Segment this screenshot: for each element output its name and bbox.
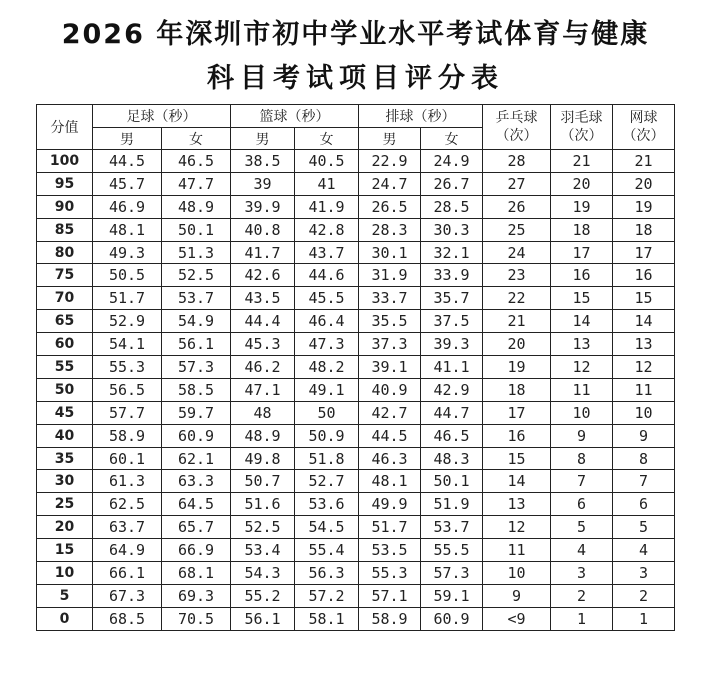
header-football-female: 女 bbox=[162, 128, 231, 150]
cell-basketball-male: 39.9 bbox=[231, 195, 295, 218]
cell-football-male: 61.3 bbox=[93, 470, 162, 493]
cell-football-female: 60.9 bbox=[162, 424, 231, 447]
cell-volleyball-male: 30.1 bbox=[359, 241, 421, 264]
cell-volleyball-male: 58.9 bbox=[359, 607, 421, 630]
cell-volleyball-female: 30.3 bbox=[421, 218, 483, 241]
cell-football-female: 52.5 bbox=[162, 264, 231, 287]
document-title-line2: 科目考试项目评分表 bbox=[207, 63, 504, 94]
table-row bbox=[37, 401, 675, 424]
cell-football-female: 64.5 bbox=[162, 493, 231, 516]
cell-football-female: 57.3 bbox=[162, 356, 231, 379]
cell-basketball-male: 46.2 bbox=[231, 356, 295, 379]
cell-basketball-male: 42.6 bbox=[231, 264, 295, 287]
cell-football-male: 46.9 bbox=[93, 195, 162, 218]
cell-score: 80 bbox=[37, 241, 93, 264]
cell-score: 45 bbox=[37, 401, 93, 424]
cell-tennis: 14 bbox=[613, 310, 675, 333]
cell-football-female: 48.9 bbox=[162, 195, 231, 218]
cell-tennis: 12 bbox=[613, 356, 675, 379]
cell-volleyball-male: 33.7 bbox=[359, 287, 421, 310]
cell-basketball-male: 47.1 bbox=[231, 378, 295, 401]
cell-basketball-female: 55.4 bbox=[295, 539, 359, 562]
cell-volleyball-female: 50.1 bbox=[421, 470, 483, 493]
cell-score: 30 bbox=[37, 470, 93, 493]
cell-football-female: 70.5 bbox=[162, 607, 231, 630]
cell-pingpong: 12 bbox=[483, 516, 551, 539]
cell-volleyball-female: 42.9 bbox=[421, 378, 483, 401]
cell-badminton: 14 bbox=[551, 310, 613, 333]
header-pingpong-line1: 乒乓球 bbox=[495, 110, 538, 126]
cell-volleyball-male: 24.7 bbox=[359, 172, 421, 195]
table-row bbox=[37, 493, 675, 516]
cell-basketball-female: 47.3 bbox=[295, 333, 359, 356]
cell-tennis: 17 bbox=[613, 241, 675, 264]
cell-volleyball-female: 48.3 bbox=[421, 447, 483, 470]
cell-pingpong: 28 bbox=[483, 150, 551, 173]
cell-tennis: 10 bbox=[613, 401, 675, 424]
cell-basketball-female: 50 bbox=[295, 401, 359, 424]
cell-basketball-male: 40.8 bbox=[231, 218, 295, 241]
cell-badminton: 6 bbox=[551, 493, 613, 516]
cell-basketball-male: 45.3 bbox=[231, 333, 295, 356]
cell-football-male: 64.9 bbox=[93, 539, 162, 562]
table-row bbox=[37, 150, 675, 173]
cell-football-female: 69.3 bbox=[162, 584, 231, 607]
cell-basketball-female: 40.5 bbox=[295, 150, 359, 173]
cell-score: 35 bbox=[37, 447, 93, 470]
cell-football-male: 62.5 bbox=[93, 493, 162, 516]
cell-basketball-male: 53.4 bbox=[231, 539, 295, 562]
cell-volleyball-female: 39.3 bbox=[421, 333, 483, 356]
cell-volleyball-male: 39.1 bbox=[359, 356, 421, 379]
table-row bbox=[37, 310, 675, 333]
cell-basketball-female: 41 bbox=[295, 172, 359, 195]
cell-score: 5 bbox=[37, 584, 93, 607]
table-row bbox=[37, 584, 675, 607]
cell-football-female: 63.3 bbox=[162, 470, 231, 493]
cell-football-male: 57.7 bbox=[93, 401, 162, 424]
cell-score: 70 bbox=[37, 287, 93, 310]
cell-tennis: 5 bbox=[613, 516, 675, 539]
cell-score: 0 bbox=[37, 607, 93, 630]
cell-pingpong: 18 bbox=[483, 378, 551, 401]
header-tennis bbox=[613, 105, 675, 150]
table-row bbox=[37, 172, 675, 195]
cell-basketball-male: 41.7 bbox=[231, 241, 295, 264]
cell-volleyball-male: 40.9 bbox=[359, 378, 421, 401]
cell-football-male: 50.5 bbox=[93, 264, 162, 287]
header-football: 足球（秒） bbox=[93, 105, 231, 128]
cell-score: 100 bbox=[37, 150, 93, 173]
cell-badminton: 18 bbox=[551, 218, 613, 241]
table-row bbox=[37, 195, 675, 218]
header-basketball-male: 男 bbox=[231, 128, 295, 150]
cell-basketball-male: 43.5 bbox=[231, 287, 295, 310]
cell-basketball-male: 50.7 bbox=[231, 470, 295, 493]
cell-football-female: 50.1 bbox=[162, 218, 231, 241]
cell-badminton: 4 bbox=[551, 539, 613, 562]
cell-tennis: 13 bbox=[613, 333, 675, 356]
cell-volleyball-male: 46.3 bbox=[359, 447, 421, 470]
cell-basketball-male: 56.1 bbox=[231, 607, 295, 630]
cell-volleyball-female: 59.1 bbox=[421, 584, 483, 607]
cell-score: 50 bbox=[37, 378, 93, 401]
cell-pingpong: 19 bbox=[483, 356, 551, 379]
cell-tennis: 7 bbox=[613, 470, 675, 493]
document-title-line1: 2026 年深圳市初中学业水平考试体育与健康 bbox=[61, 19, 650, 50]
cell-football-male: 58.9 bbox=[93, 424, 162, 447]
header-tennis-line1: 网球 bbox=[629, 110, 658, 126]
table-row bbox=[37, 287, 675, 310]
cell-football-female: 66.9 bbox=[162, 539, 231, 562]
cell-pingpong: 17 bbox=[483, 401, 551, 424]
cell-pingpong: 27 bbox=[483, 172, 551, 195]
cell-volleyball-female: 46.5 bbox=[421, 424, 483, 447]
cell-volleyball-male: 57.1 bbox=[359, 584, 421, 607]
cell-volleyball-male: 42.7 bbox=[359, 401, 421, 424]
cell-football-male: 52.9 bbox=[93, 310, 162, 333]
cell-volleyball-female: 44.7 bbox=[421, 401, 483, 424]
cell-tennis: 15 bbox=[613, 287, 675, 310]
cell-tennis: 20 bbox=[613, 172, 675, 195]
cell-badminton: 16 bbox=[551, 264, 613, 287]
cell-pingpong: 23 bbox=[483, 264, 551, 287]
cell-basketball-female: 54.5 bbox=[295, 516, 359, 539]
cell-score: 65 bbox=[37, 310, 93, 333]
cell-score: 75 bbox=[37, 264, 93, 287]
table-row bbox=[37, 470, 675, 493]
table-row bbox=[37, 356, 675, 379]
cell-pingpong: 16 bbox=[483, 424, 551, 447]
cell-volleyball-male: 31.9 bbox=[359, 264, 421, 287]
table-row bbox=[37, 607, 675, 630]
cell-badminton: 21 bbox=[551, 150, 613, 173]
cell-volleyball-male: 51.7 bbox=[359, 516, 421, 539]
header-badminton-line1: 羽毛球 bbox=[560, 110, 603, 126]
table-row bbox=[37, 447, 675, 470]
cell-basketball-female: 41.9 bbox=[295, 195, 359, 218]
cell-pingpong: 26 bbox=[483, 195, 551, 218]
cell-football-female: 46.5 bbox=[162, 150, 231, 173]
cell-pingpong: <9 bbox=[483, 607, 551, 630]
cell-score: 95 bbox=[37, 172, 93, 195]
table-row bbox=[37, 562, 675, 585]
cell-volleyball-female: 32.1 bbox=[421, 241, 483, 264]
cell-football-male: 68.5 bbox=[93, 607, 162, 630]
cell-volleyball-male: 44.5 bbox=[359, 424, 421, 447]
cell-badminton: 17 bbox=[551, 241, 613, 264]
cell-football-female: 68.1 bbox=[162, 562, 231, 585]
cell-volleyball-male: 35.5 bbox=[359, 310, 421, 333]
cell-tennis: 1 bbox=[613, 607, 675, 630]
cell-volleyball-female: 51.9 bbox=[421, 493, 483, 516]
cell-football-female: 59.7 bbox=[162, 401, 231, 424]
cell-football-female: 51.3 bbox=[162, 241, 231, 264]
cell-football-male: 51.7 bbox=[93, 287, 162, 310]
header-score: 分值 bbox=[37, 105, 93, 150]
cell-volleyball-female: 33.9 bbox=[421, 264, 483, 287]
header-basketball-female: 女 bbox=[295, 128, 359, 150]
cell-football-female: 47.7 bbox=[162, 172, 231, 195]
cell-tennis: 11 bbox=[613, 378, 675, 401]
cell-pingpong: 15 bbox=[483, 447, 551, 470]
cell-football-female: 53.7 bbox=[162, 287, 231, 310]
table-row bbox=[37, 424, 675, 447]
cell-badminton: 2 bbox=[551, 584, 613, 607]
header-tennis-line2: （次） bbox=[622, 128, 665, 144]
table-row bbox=[37, 218, 675, 241]
cell-volleyball-male: 28.3 bbox=[359, 218, 421, 241]
cell-badminton: 19 bbox=[551, 195, 613, 218]
cell-football-female: 56.1 bbox=[162, 333, 231, 356]
cell-pingpong: 11 bbox=[483, 539, 551, 562]
cell-badminton: 7 bbox=[551, 470, 613, 493]
cell-volleyball-female: 55.5 bbox=[421, 539, 483, 562]
cell-volleyball-female: 41.1 bbox=[421, 356, 483, 379]
cell-basketball-female: 48.2 bbox=[295, 356, 359, 379]
cell-basketball-female: 50.9 bbox=[295, 424, 359, 447]
cell-badminton: 15 bbox=[551, 287, 613, 310]
cell-basketball-male: 49.8 bbox=[231, 447, 295, 470]
cell-volleyball-female: 60.9 bbox=[421, 607, 483, 630]
cell-score: 60 bbox=[37, 333, 93, 356]
cell-football-male: 67.3 bbox=[93, 584, 162, 607]
cell-tennis: 21 bbox=[613, 150, 675, 173]
cell-football-female: 58.5 bbox=[162, 378, 231, 401]
cell-score: 10 bbox=[37, 562, 93, 585]
cell-badminton: 10 bbox=[551, 401, 613, 424]
table-row bbox=[37, 378, 675, 401]
cell-tennis: 9 bbox=[613, 424, 675, 447]
header-volleyball-female: 女 bbox=[421, 128, 483, 150]
cell-basketball-male: 48 bbox=[231, 401, 295, 424]
header-basketball: 篮球（秒） bbox=[231, 105, 359, 128]
table-row bbox=[37, 333, 675, 356]
cell-football-female: 62.1 bbox=[162, 447, 231, 470]
cell-basketball-male: 44.4 bbox=[231, 310, 295, 333]
header-volleyball-male: 男 bbox=[359, 128, 421, 150]
cell-tennis: 18 bbox=[613, 218, 675, 241]
cell-basketball-male: 39 bbox=[231, 172, 295, 195]
cell-basketball-male: 38.5 bbox=[231, 150, 295, 173]
cell-football-male: 54.1 bbox=[93, 333, 162, 356]
cell-volleyball-female: 35.7 bbox=[421, 287, 483, 310]
cell-badminton: 5 bbox=[551, 516, 613, 539]
cell-badminton: 12 bbox=[551, 356, 613, 379]
cell-basketball-male: 55.2 bbox=[231, 584, 295, 607]
cell-basketball-male: 51.6 bbox=[231, 493, 295, 516]
cell-volleyball-male: 22.9 bbox=[359, 150, 421, 173]
cell-basketball-female: 45.5 bbox=[295, 287, 359, 310]
cell-football-male: 48.1 bbox=[93, 218, 162, 241]
cell-basketball-female: 44.6 bbox=[295, 264, 359, 287]
cell-volleyball-male: 49.9 bbox=[359, 493, 421, 516]
table-row bbox=[37, 516, 675, 539]
cell-football-male: 56.5 bbox=[93, 378, 162, 401]
cell-tennis: 8 bbox=[613, 447, 675, 470]
cell-pingpong: 22 bbox=[483, 287, 551, 310]
cell-score: 85 bbox=[37, 218, 93, 241]
cell-volleyball-female: 57.3 bbox=[421, 562, 483, 585]
cell-score: 20 bbox=[37, 516, 93, 539]
table-row bbox=[37, 241, 675, 264]
table-row bbox=[37, 539, 675, 562]
header-badminton-line2: （次） bbox=[560, 128, 603, 144]
cell-tennis: 4 bbox=[613, 539, 675, 562]
cell-basketball-male: 48.9 bbox=[231, 424, 295, 447]
cell-football-male: 66.1 bbox=[93, 562, 162, 585]
cell-basketball-female: 43.7 bbox=[295, 241, 359, 264]
cell-score: 90 bbox=[37, 195, 93, 218]
cell-tennis: 19 bbox=[613, 195, 675, 218]
cell-volleyball-male: 37.3 bbox=[359, 333, 421, 356]
cell-score: 55 bbox=[37, 356, 93, 379]
cell-pingpong: 25 bbox=[483, 218, 551, 241]
header-volleyball: 排球（秒） bbox=[359, 105, 483, 128]
cell-volleyball-male: 26.5 bbox=[359, 195, 421, 218]
cell-volleyball-female: 28.5 bbox=[421, 195, 483, 218]
score-table bbox=[36, 104, 675, 631]
cell-football-female: 54.9 bbox=[162, 310, 231, 333]
cell-tennis: 16 bbox=[613, 264, 675, 287]
cell-score: 40 bbox=[37, 424, 93, 447]
cell-basketball-male: 54.3 bbox=[231, 562, 295, 585]
cell-pingpong: 9 bbox=[483, 584, 551, 607]
cell-basketball-female: 51.8 bbox=[295, 447, 359, 470]
cell-football-male: 60.1 bbox=[93, 447, 162, 470]
cell-basketball-female: 56.3 bbox=[295, 562, 359, 585]
cell-volleyball-female: 26.7 bbox=[421, 172, 483, 195]
header-pingpong-line2: （次） bbox=[495, 128, 538, 144]
cell-badminton: 8 bbox=[551, 447, 613, 470]
cell-pingpong: 20 bbox=[483, 333, 551, 356]
header-pingpong bbox=[483, 105, 551, 150]
cell-basketball-female: 49.1 bbox=[295, 378, 359, 401]
cell-basketball-female: 57.2 bbox=[295, 584, 359, 607]
cell-football-male: 45.7 bbox=[93, 172, 162, 195]
cell-pingpong: 10 bbox=[483, 562, 551, 585]
cell-basketball-female: 53.6 bbox=[295, 493, 359, 516]
header-football-male: 男 bbox=[93, 128, 162, 150]
cell-football-male: 49.3 bbox=[93, 241, 162, 264]
cell-score: 15 bbox=[37, 539, 93, 562]
cell-badminton: 11 bbox=[551, 378, 613, 401]
cell-volleyball-male: 53.5 bbox=[359, 539, 421, 562]
cell-volleyball-female: 24.9 bbox=[421, 150, 483, 173]
cell-badminton: 3 bbox=[551, 562, 613, 585]
cell-badminton: 13 bbox=[551, 333, 613, 356]
cell-volleyball-female: 53.7 bbox=[421, 516, 483, 539]
cell-tennis: 6 bbox=[613, 493, 675, 516]
cell-pingpong: 24 bbox=[483, 241, 551, 264]
cell-pingpong: 21 bbox=[483, 310, 551, 333]
cell-tennis: 3 bbox=[613, 562, 675, 585]
header-badminton bbox=[551, 105, 613, 150]
cell-tennis: 2 bbox=[613, 584, 675, 607]
cell-score: 25 bbox=[37, 493, 93, 516]
cell-basketball-female: 58.1 bbox=[295, 607, 359, 630]
cell-basketball-female: 52.7 bbox=[295, 470, 359, 493]
table-row bbox=[37, 264, 675, 287]
cell-badminton: 9 bbox=[551, 424, 613, 447]
cell-pingpong: 14 bbox=[483, 470, 551, 493]
cell-pingpong: 13 bbox=[483, 493, 551, 516]
cell-football-male: 44.5 bbox=[93, 150, 162, 173]
cell-basketball-male: 52.5 bbox=[231, 516, 295, 539]
cell-football-male: 55.3 bbox=[93, 356, 162, 379]
score-table-body bbox=[37, 150, 675, 631]
cell-badminton: 1 bbox=[551, 607, 613, 630]
cell-football-female: 65.7 bbox=[162, 516, 231, 539]
cell-volleyball-male: 48.1 bbox=[359, 470, 421, 493]
cell-basketball-female: 42.8 bbox=[295, 218, 359, 241]
cell-volleyball-female: 37.5 bbox=[421, 310, 483, 333]
cell-football-male: 63.7 bbox=[93, 516, 162, 539]
cell-volleyball-male: 55.3 bbox=[359, 562, 421, 585]
cell-badminton: 20 bbox=[551, 172, 613, 195]
cell-basketball-female: 46.4 bbox=[295, 310, 359, 333]
